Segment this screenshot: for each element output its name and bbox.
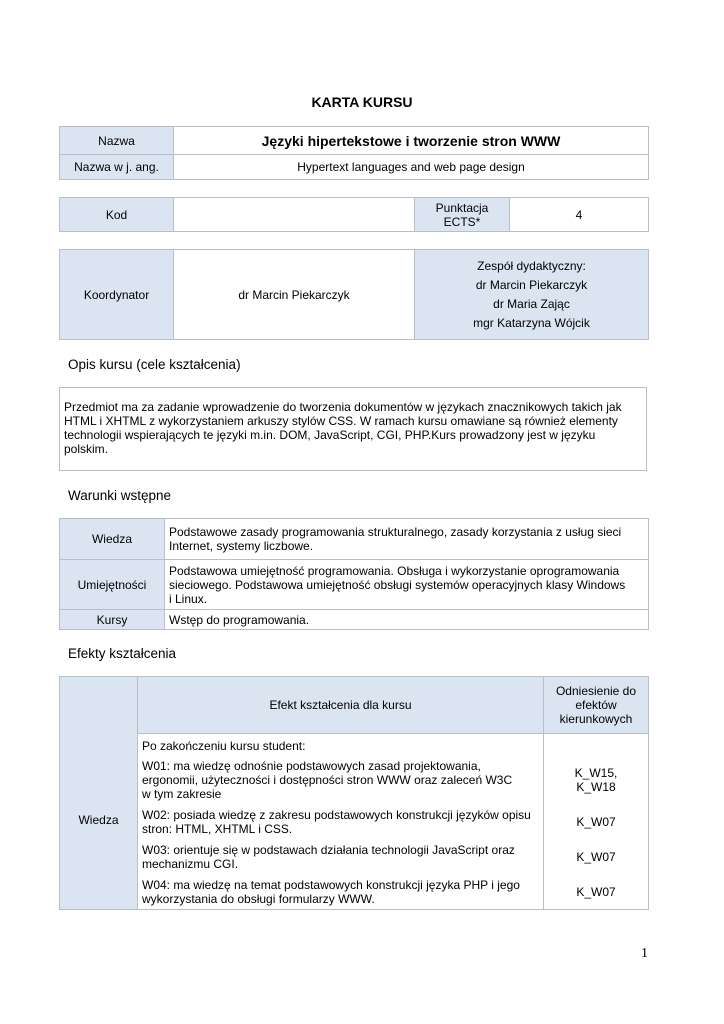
outcome-ref-line: K_W15, <box>574 765 618 780</box>
outcomes-heading: Efekty kształcenia <box>68 646 177 661</box>
outcomes-group-text: Wiedza <box>78 813 119 827</box>
course-name-table <box>59 126 649 180</box>
prereq-line: Podstawowe zasady programowania strukturalnego, zasady korzystania z usług sieci <box>169 525 622 539</box>
description-line: Przedmiot ma za zadanie wprowadzenie do tworzenia dokumentów w językach znacznikowych takich jak <box>64 400 622 414</box>
description-line: HTML i XHTML z wykorzystaniem arkuszy stylów CSS. W ramach kursu omawiane są również elementy <box>64 414 618 428</box>
outcome-ref <box>544 875 649 910</box>
outcome-ref <box>544 805 649 840</box>
page-number: 1 <box>641 946 648 961</box>
description-box <box>59 387 647 471</box>
prereq-line: i Linux. <box>169 591 208 606</box>
ects-label-line: Punktacja <box>435 200 489 215</box>
coordinator-label: Koordynator <box>60 250 174 340</box>
outcome-item <box>138 805 544 840</box>
outcomes-intro: Po zakończeniu kursu student: <box>138 734 544 755</box>
outcomes-group-label <box>60 677 138 910</box>
name-label: Nazwa <box>60 127 174 155</box>
outcome-line: wykorzystania do obsługi formularzy WWW. <box>142 891 375 906</box>
outcome-line: W01: ma wiedzę odnośnie podstawowych zasad projektowania, <box>142 758 481 773</box>
outcome-item <box>138 755 544 805</box>
col-header-effect: Efekt kształcenia dla kursu <box>138 677 544 734</box>
prereq-value <box>165 610 649 630</box>
prereq-line: Podstawowa umiejętność programowania. Obsługa i wykorzystanie oprogramowania <box>169 563 620 578</box>
prerequisites-heading: Warunki wstępne <box>68 488 172 503</box>
outcome-ref <box>544 840 649 875</box>
col-header-ref <box>544 677 649 734</box>
ects-value: 4 <box>510 198 649 232</box>
page-title: KARTA KURSU <box>311 94 413 110</box>
outcome-ref-line: K_W07 <box>576 850 616 864</box>
outcome-ref-empty <box>544 734 649 755</box>
outcome-line: W02: posiada wiedzę z zakresu podstawowych konstrukcji języków opisu <box>142 808 531 822</box>
prereq-line: sieciowego. Podstawowa umiejętność obsługi systemów operacyjnych klasy Windows <box>169 577 626 592</box>
col-header-ref-line: efektów <box>575 698 617 712</box>
prereq-label: Kursy <box>60 610 165 630</box>
description-line: technologii wspierających te języki m.in. DOM, JavaScript, CGI, PHP.Kurs prowadzony jest w języku <box>64 428 596 442</box>
outcome-line: w tym zakresie <box>142 786 222 801</box>
course-code-table <box>59 197 649 232</box>
team-member: dr Maria Zając <box>493 296 570 311</box>
outcome-line: W04: ma wiedzę na temat podstawowych konstrukcji języka PHP i jego <box>142 877 520 892</box>
outcome-ref-line: K_W07 <box>576 884 616 899</box>
description-line: polskim. <box>64 442 109 456</box>
col-header-ref-line: kierunkowych <box>559 712 633 726</box>
col-header-ref-line: Odniesienie do <box>555 684 637 698</box>
code-label: Kod <box>60 198 174 232</box>
team-member: dr Marcin Piekarczyk <box>475 277 588 292</box>
outcome-ref <box>544 755 649 805</box>
outcome-ref-line: K_W18 <box>576 779 616 794</box>
prereq-label: Umiejętności <box>60 560 165 610</box>
outcome-line: mechanizmu CGI. <box>142 857 239 871</box>
ects-label-line: ECTS* <box>443 214 481 229</box>
team-title: Zespół dydaktyczny: <box>477 258 586 273</box>
team-member: mgr Katarzyna Wójcik <box>473 315 590 330</box>
prereq-label: Wiedza <box>60 519 165 560</box>
description-heading: Opis kursu (cele kształcenia) <box>68 357 241 372</box>
coordinator-table <box>59 249 649 340</box>
prerequisites-table <box>59 518 649 630</box>
coordinator-value: dr Marcin Piekarczyk <box>174 250 415 340</box>
outcome-item <box>138 840 544 875</box>
outcome-line: ergonomii, użyteczności i dostępności stron WWW oraz zaleceń W3C <box>142 772 513 787</box>
prereq-value <box>165 560 649 610</box>
outcome-ref-line: K_W07 <box>576 815 616 829</box>
prereq-line: Internet, systemy liczbowe. <box>169 539 314 553</box>
course-name-en: Hypertext languages and web page design <box>174 155 649 180</box>
teaching-team <box>415 250 649 340</box>
outcomes-table <box>59 676 649 910</box>
ects-label <box>415 198 510 232</box>
name-en-label: Nazwa w j. ang. <box>60 155 174 180</box>
course-name: Języki hipertekstowe i tworzenie stron WWW <box>174 127 649 155</box>
outcome-line: stron: HTML, XHTML i CSS. <box>142 822 293 836</box>
outcome-line: W03: orientuje się w podstawach działania technologii JavaScript oraz <box>142 843 515 857</box>
prereq-value <box>165 519 649 560</box>
outcome-item <box>138 875 544 910</box>
code-value <box>174 198 415 232</box>
prereq-line: Wstęp do programowania. <box>169 612 310 627</box>
